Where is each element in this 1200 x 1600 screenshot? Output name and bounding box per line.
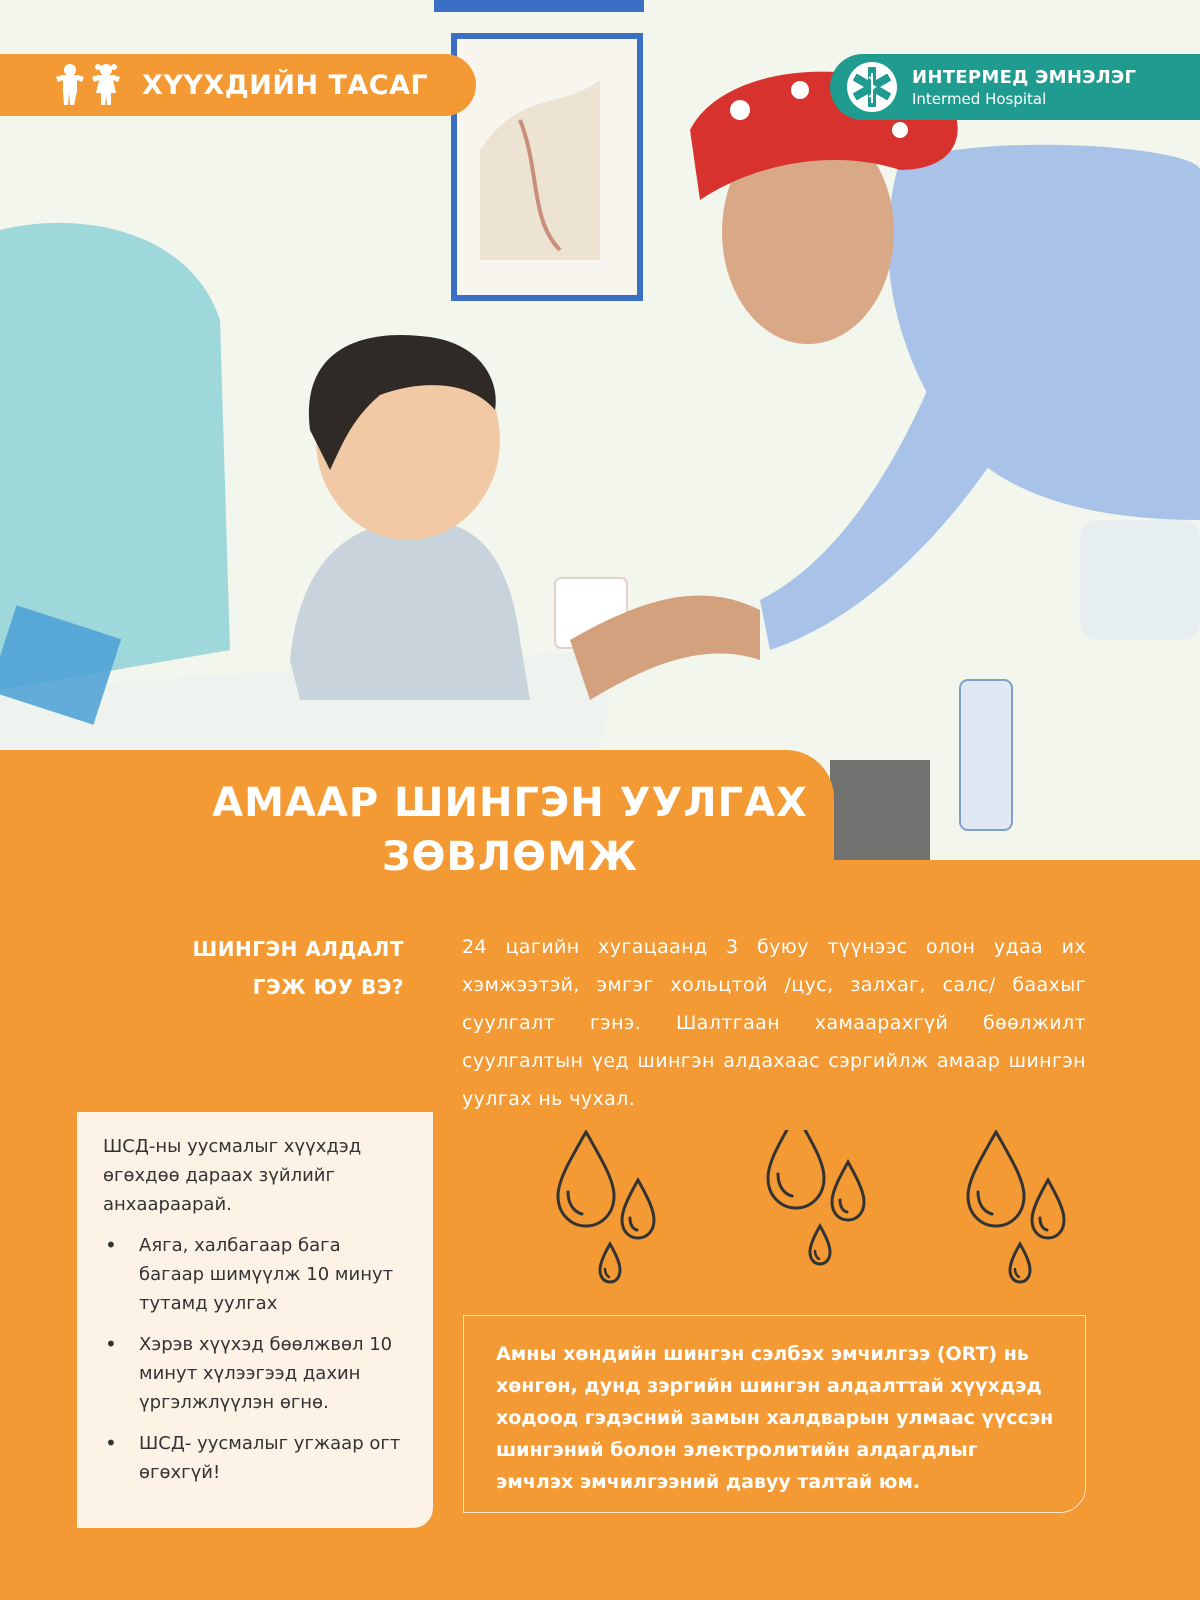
ort-text: Амны хөндийн шингэн сэлбэх эмчилгээ (ORT) нь хөнгөн, дунд зэргийн шингэн алдалттай хүүхдэд ходоод гэдэсний замын халдварын улмаас үүссэн шингэний болон электролитийн алдагдлыг эмчлэх эмчилгээний давуу талтай юм. bbox=[496, 1343, 1054, 1493]
drop-group-1 bbox=[558, 1132, 654, 1282]
sink bbox=[1080, 520, 1200, 640]
title-line-2: ЗӨВЛӨМЖ bbox=[382, 834, 638, 880]
hospital-name-mn: ИНТЕРМЕД ЭМНЭЛЭГ bbox=[912, 66, 1137, 88]
hospital-name-en: Intermed Hospital bbox=[912, 89, 1047, 108]
department-tab bbox=[0, 54, 476, 116]
answer-paragraph: 24 цагийн хугацаанд 3 буюу түүнээс олон удаа их хэмжээтэй, эмгэг хольцтой /цус, залхаг, салс/ баахыг суулгалт гэнэ. Шалтгаан хамаарахгүй бөөлжилт суулгалтын үед шингэн алдахаас сэргийлж амаар шингэн уулгах нь чухал. bbox=[462, 936, 1086, 1110]
question-heading bbox=[150, 930, 404, 1006]
question-line-2: ГЭЖ ЮУ ВЭ? bbox=[252, 975, 404, 999]
tips-card bbox=[77, 1112, 433, 1528]
tips-intro: ШСД-ны уусмалыг хүүхдэд өгөхдөө дараах зүйлийг анхаараарай. bbox=[103, 1136, 362, 1215]
title-line-1: АМААР ШИНГЭН УУЛГАХ bbox=[212, 780, 808, 826]
drop-group-2 bbox=[768, 1130, 864, 1264]
star-of-life-icon bbox=[846, 61, 898, 113]
list-item: • ШСД- уусмалыг угжаар огт өгөхгүй! bbox=[103, 1429, 411, 1487]
question-line-1: ШИНГЭН АЛДАЛТ bbox=[192, 937, 404, 961]
children-icon bbox=[52, 63, 128, 107]
tips-list bbox=[103, 1231, 411, 1487]
list-item: • Аяга, халбагаар бага багаар шимүүлж 10 минут тутамд уулгах bbox=[103, 1231, 411, 1318]
id-badge bbox=[960, 680, 1012, 830]
page-title bbox=[200, 776, 820, 884]
ort-info-box bbox=[463, 1315, 1086, 1513]
hospital-logo bbox=[830, 54, 1200, 120]
department-label: ХҮҮХДИЙН ТАСАГ bbox=[142, 69, 429, 101]
drop-group-3 bbox=[968, 1132, 1064, 1282]
list-item: • Хэрэв хүүхэд бөөлжвөл 10 минут хүлээгээд дахин үргэлжлүүлэн өгнө. bbox=[103, 1330, 411, 1417]
water-drops-icon bbox=[540, 1130, 1080, 1300]
